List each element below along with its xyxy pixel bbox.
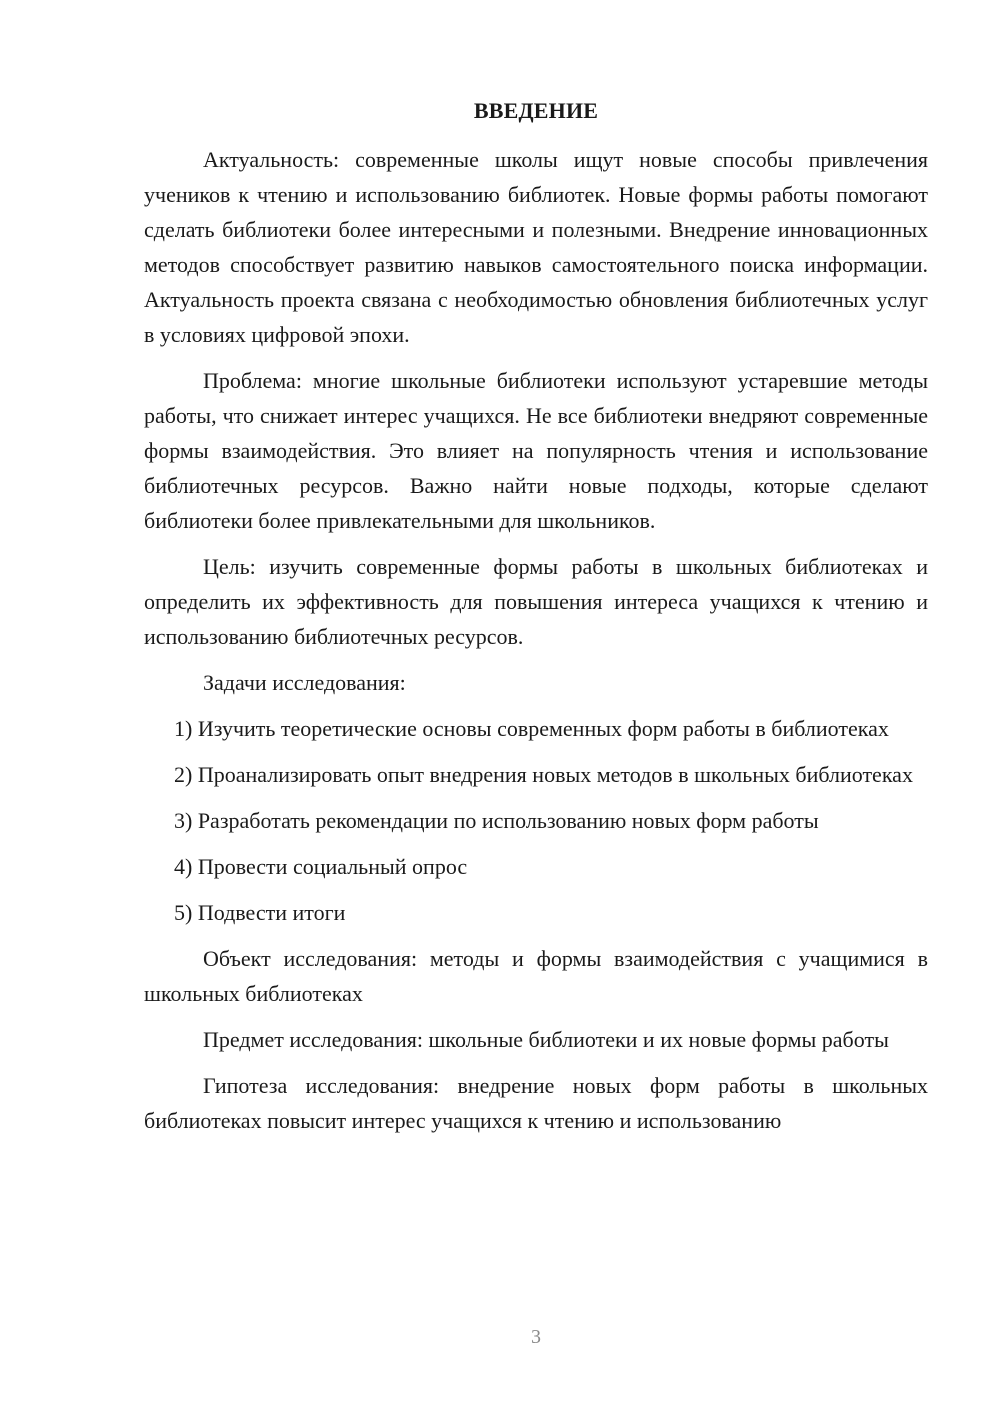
task-item: 5) Подвести итоги [174,900,346,925]
relevance-paragraph: Актуальность: современные школы ищут новые способы привлечения учеников к чтению и использованию библиотек. Новые формы работы помогают сделать библиотеки более интересными и полезными. Внедрение инновационных методов способствует развитию навыков самостоятельного поиска информации. Актуальность проекта связана с необходимостью обновления библиотечных услуг в условиях цифровой эпохи. [144,147,928,347]
task-item: 2) Проанализировать опыт внедрения новых методов в школьных библиотеках [174,762,913,787]
task-item: 1) Изучить теоретические основы современных форм работы в библиотеках [174,716,889,741]
section-heading: ВВЕДЕНИЕ [473,98,599,123]
object-paragraph: Объект исследования: методы и формы взаимодействия с учащимися в школьных библиотеках [144,946,928,1006]
goal-paragraph: Цель: изучить современные формы работы в школьных библиотеках и определить их эффективность для повышения интереса учащихся к чтению и использованию библиотечных ресурсов. [144,554,928,649]
document-body [144,142,928,1149]
problem-paragraph: Проблема: многие школьные библиотеки используют устаревшие методы работы, что снижает интерес учащихся. Не все библиотеки внедряют современные формы взаимодействия. Это влияет на популярность чтения и использование библиотечных ресурсов. Важно найти новые подходы, которые сделают библиотеки более привлекательными для школьников. [144,368,928,533]
tasks-title: Задачи исследования: [203,670,406,695]
page-number: 3 [531,1326,541,1348]
subject-paragraph: Предмет исследования: школьные библиотеки и их новые формы работы [203,1027,889,1052]
task-item: 3) Разработать рекомендации по использованию новых форм работы [174,808,819,833]
hypothesis-paragraph: Гипотеза исследования: внедрение новых форм работы в школьных библиотеках повысит интерес учащихся к чтению и использованию [144,1073,928,1133]
task-item: 4) Провести социальный опрос [174,854,468,879]
